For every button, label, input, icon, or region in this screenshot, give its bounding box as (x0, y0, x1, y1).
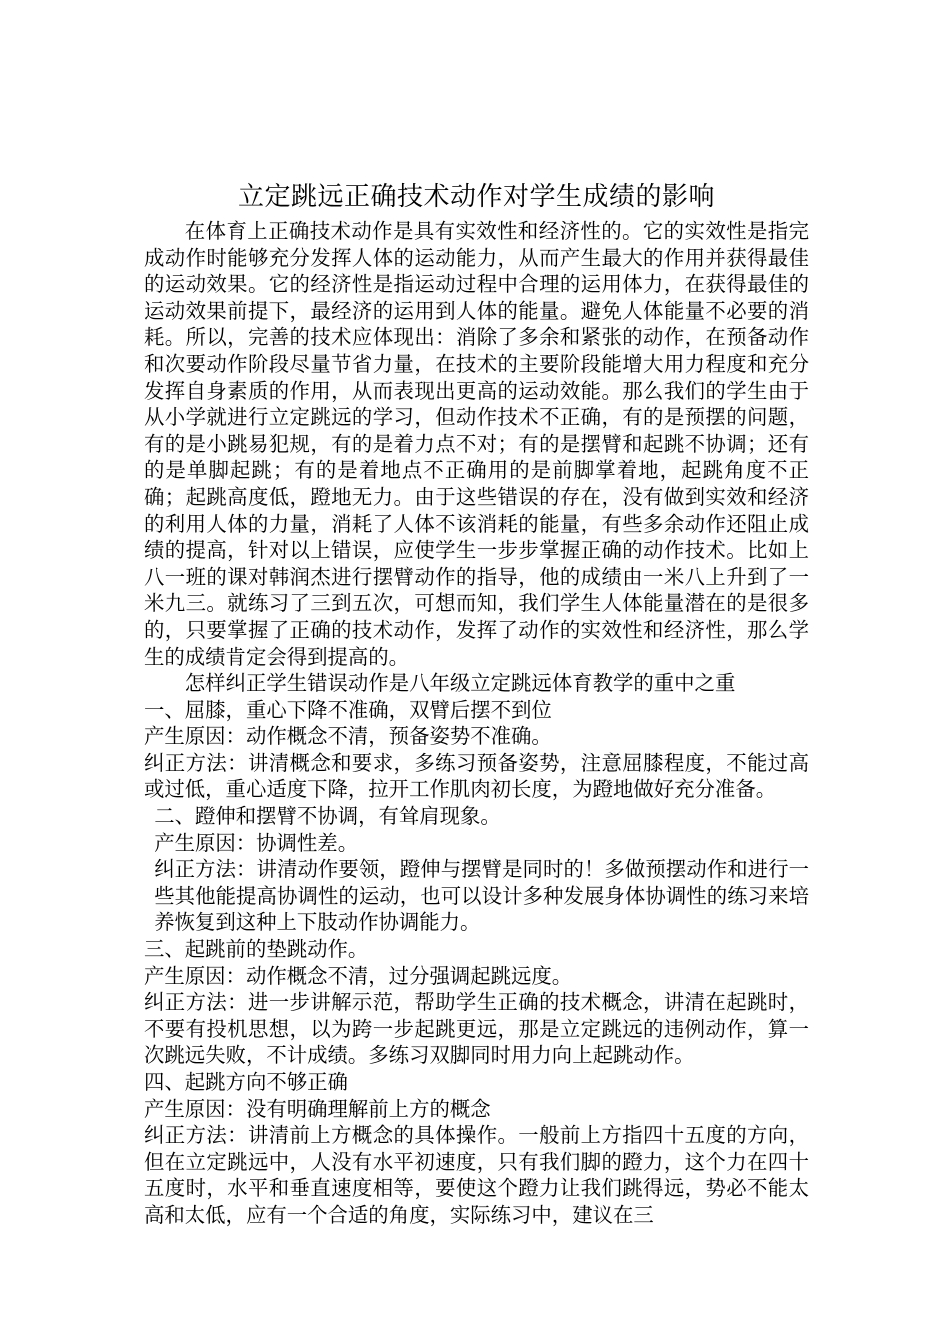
section-2-cause: 产生原因：协调性差。 (154, 830, 359, 855)
intro-paragraph: 在体育上正确技术动作是具有实效性和经济性的。它的实效性是指完成动作时能够充分发挥人体的运动能力，从而产生最大的作用并获得最佳的运动效果。它的经济性是指运动过程中合理的运用体力，在获得最佳的运动效果前提下，最经济的运用到人体的能量。避免人体能量不必要的消耗。所以，完善的技术应体现出：消除了多余和紧张的动作，在预备动作和次要动作阶段尽量节省力量，在技术的主要阶段能增大用力程度和充分发挥自身素质的作用，从而表现出更高的运动效能。那么我们的学生由于从小学就进行立定跳远的学习，但动作技术不正确，有的是预摆的问题，有的是小跳易犯规，有的是着力点不对；有的是摆臂和起跳不协调；还有的是单脚起跳；有的是着地点不正确用的是前脚掌着地，起跳角度不正确；起跳高度低，蹬地无力。由于这些错误的存在，没有做到实效和经济的利用人体的力量，消耗了人体不该消耗的能量，有些多余动作还阻止成绩的提高，针对以上错误，应使学生一步步掌握正确的动作技术。比如上八一班的课对韩润杰进行摆臂动作的指导，他的成绩由一米八上升到了一米九三。就练习了三到五次，可想而知，我们学生人体能量潜在的是很多的，只要掌握了正确的技术动作，发挥了动作的实效性和经济性，那么学生的成绩肯定会得到提高的。 (144, 219, 809, 669)
section-3-fix: 纠正方法：进一步讲解示范，帮助学生正确的技术概念，讲清在起跳时，不要有投机思想，以为跨一步起跳更远，那是立定跳远的违例动作，算一次跳远失败，不计成绩。多练习双脚同时用力向上起跳动作。 (144, 990, 809, 1068)
section-3-cause: 产生原因：动作概念不清，过分强调起跳远度。 (144, 963, 573, 988)
section-4-fix: 纠正方法：讲清前上方概念的具体操作。一般前上方指四十五度的方向，但在立定跳远中，人没有水平初速度，只有我们脚的蹬力，这个力在四十五度时，水平和垂直速度相等，要使这个蹬力让我们跳得远，势必不能太高和太低，应有一个合适的角度，实际练习中，建议在三 (144, 1123, 809, 1227)
section-2-heading: 二、蹬伸和摆臂不协调，有耸肩现象。 (154, 804, 501, 829)
document-title: 立定跳远正确技术动作对学生成绩的影响 (237, 182, 715, 212)
section-1-cause: 产生原因：动作概念不清，预备姿势不准确。 (144, 724, 552, 749)
section-1-fix: 纠正方法：讲清概念和要求，多练习预备姿势，注意屈膝程度，不能过高或过低，重心适度下降，拉开工作肌肉初长度，为蹬地做好充分准备。 (144, 750, 809, 802)
section-4-heading: 四、起跳方向不够正确 (144, 1070, 348, 1094)
section-1-heading: 一、屈膝，重心下降不准确，双臂后摆不到位 (144, 697, 552, 722)
section-4-cause: 产生原因：没有明确理解前上方的概念 (144, 1096, 491, 1121)
section-3-heading: 三、起跳前的垫跳动作。 (144, 937, 369, 962)
lead-sentence: 怎样纠正学生错误动作是八年级立定跳远体育教学的重中之重 (184, 671, 736, 696)
section-2-fix: 纠正方法：讲清动作要领，蹬伸与摆臂是同时的！多做预摆动作和进行一些其他能提高协调性的运动，也可以设计多种发展身体协调性的练习来培养恢复到这种上下肢动作协调能力。 (154, 857, 809, 935)
document-body (144, 176, 809, 1229)
